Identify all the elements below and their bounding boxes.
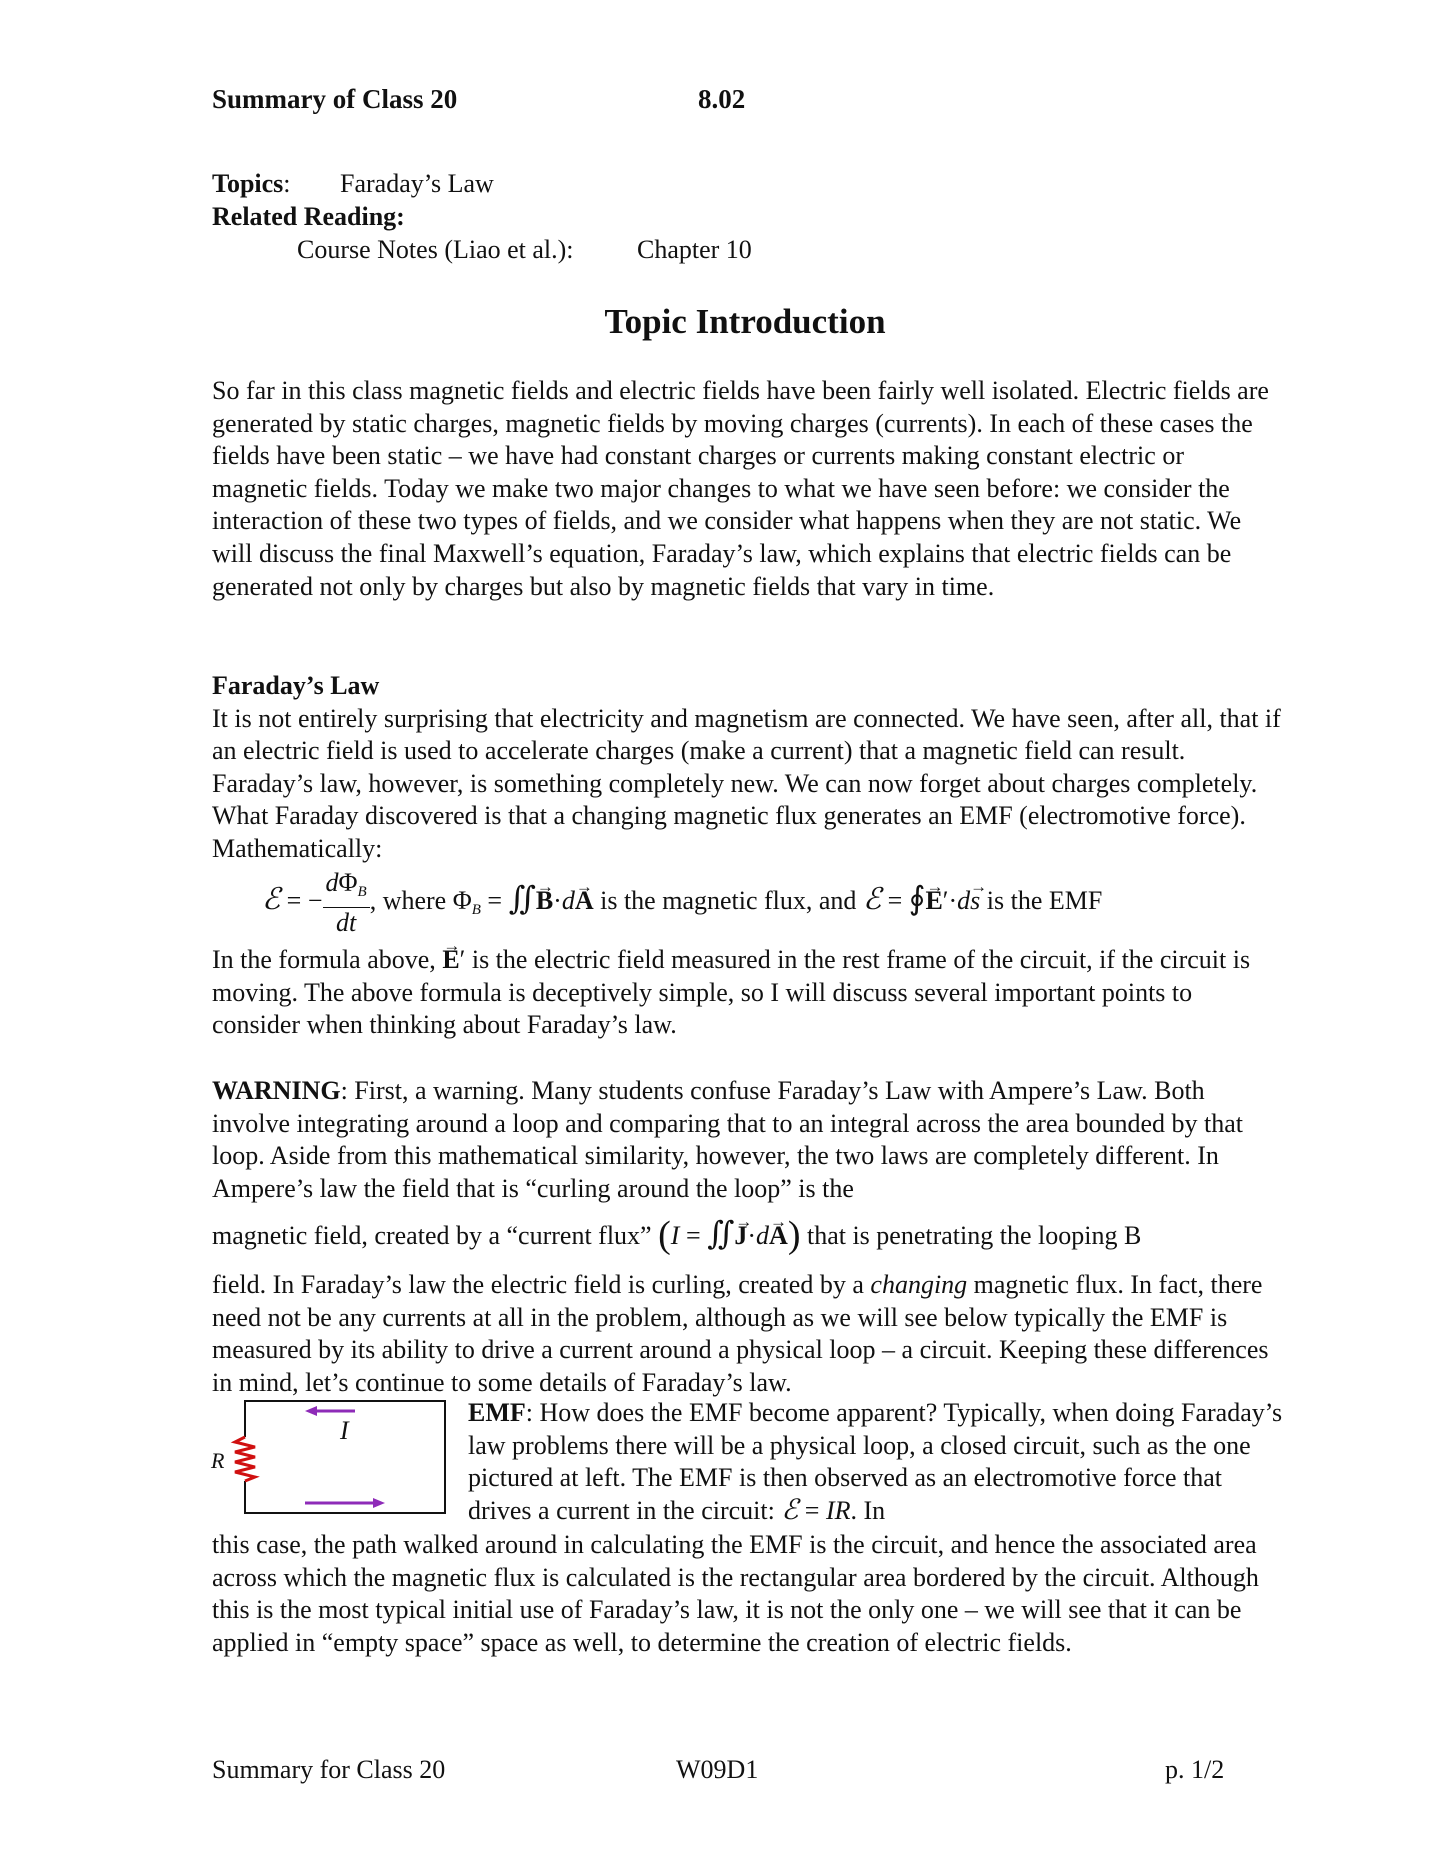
faraday-heading: Faraday’s Law <box>212 671 380 700</box>
topics-line: Topics: Faraday’s Law <box>212 168 291 201</box>
faraday-equation: ℰ = − $\frac{d\Phi_B}{dt}$ , where $\Phi_B$ = ∬→ B·d→ A is the magnetic flux, and ℰ = ∮→ E′·d→ s is the EMF <box>262 868 1102 938</box>
footer-page-number: p. 1/2 <box>1165 1755 1225 1784</box>
topics-label: Topics <box>212 169 284 198</box>
emf-eq-end: . In <box>850 1495 886 1525</box>
resistor-label: R <box>211 1448 225 1473</box>
emf-label: EMF <box>468 1398 526 1427</box>
current-arrow-bottom-head <box>373 1498 385 1508</box>
header-course: 8.02 <box>698 84 746 114</box>
warning-text-3b: magnetic flux. In fact, there need not be any currents at all in the problem, although as we will see below typically the EMF is measured by its ability to drive a current around a physical loop – a circuit. Keeping these differences in mind, let’s continue to some details of Faraday’s law. <box>212 1270 1269 1397</box>
after-prefix: In the formula above, <box>212 945 436 974</box>
current-label: I <box>340 1416 349 1445</box>
section-title: Topic Introduction <box>604 302 886 341</box>
warning-label: WARNING <box>212 1076 341 1105</box>
intro-text: So far in this class magnetic fields and electric fields have been fairly well isolated. Electric fields are generated by static charges, magnetic fields by moving charges (currents). In each of these cases the fields have been static – we have had constant charges or currents making constant electric or magnetic fields. Today we make two major changes to what we have seen before: we consider the interaction of these two types of fields, and we consider what happens when they are not static. We will discuss the final Maxwell’s equation, Faraday’s law, which explains that electric fields can be generated not only by charges but also by magnetic fields that vary in time. <box>212 376 1269 601</box>
after-equation-paragraph: In the formula above, → E′ is the electric field measured in the rest frame of the circuit, if the circuit is moving. The above formula is deceptively simple, so I will discuss several important points to consider when thinking about Faraday’s law. <box>212 944 1282 1042</box>
eq-flux-text: is the magnetic flux, and <box>600 885 857 915</box>
faraday-section <box>212 670 1282 866</box>
warning-text-2a: magnetic field, created by a “current flux” <box>212 1221 652 1250</box>
reading-source: Course Notes (Liao et al.): <box>297 235 574 264</box>
footer-center: W09D1 <box>676 1755 759 1784</box>
intro-paragraph <box>212 375 1282 603</box>
warning-emphasis: changing <box>870 1270 968 1299</box>
topics-value: Faraday’s Law <box>340 169 494 198</box>
emf-text-1: : How does the EMF become apparent? Typically, when doing Faraday’s law problems there will be a physical loop, a closed circuit, such as the one pictured at left. The EMF is then observed as an electromotive force that drives a current in the circuit: <box>468 1398 1283 1525</box>
after-rest: is the electric field measured in the rest frame of the circuit, if the circuit is moving. The above formula is deceptively simple, so I will discuss several important points to consider when thinking about Faraday’s law. <box>212 945 1251 1040</box>
footer-left: Summary for Class 20 <box>212 1755 446 1784</box>
warning-text-1: : First, a warning. Many students confuse Faraday’s Law with Ampere’s Law. Both involve integrating around a loop and comparing that to an integral across the area bounded by that loop. Aside from this mathematical similarity, however, the two laws are completely different. In Ampere’s law the field that is “curling around the loop” is the <box>212 1076 1244 1203</box>
warning-text-2b: that is penetrating the looping B <box>806 1221 1142 1250</box>
related-reading-label: Related Reading: <box>212 202 405 231</box>
warning-text-3a: field. In Faraday’s law the electric field is curling, created by a <box>212 1270 864 1299</box>
faraday-paragraph: It is not entirely surprising that electricity and magnetism are connected. We have seen, after all, that if an electric field is used to accelerate charges (make a current) that a magnetic field can result. Faraday’s law, however, is something completely new. We can now forget about charges completely. What Faraday discovered is that a changing magnetic flux generates an EMF (electromotive force). Mathematically: <box>212 703 1281 863</box>
eq-where-text: , where <box>369 885 447 915</box>
warning-paragraph <box>212 1075 1282 1205</box>
header-title: Summary of Class 20 <box>212 84 458 114</box>
emf-text-2: this case, the path walked around in calculating the EMF is the circuit, and hence the associated area across which the magnetic flux is calculated is the rectangular area bordered by the circuit. Although this is the most typical initial use of Faraday’s law, it is not the only one – we will see that it can be applied in “empty space” space as well, to determine the creation of electric fields. <box>212 1530 1259 1657</box>
flux-derivative-fraction: $\frac{d\Phi_B}{dt}$ <box>323 868 370 938</box>
emf-paragraph: EMF: How does the EMF become apparent? Typically, when doing Faraday’s law problems there will be a physical loop, a closed circuit, such as the one pictured at left. The EMF is then observed as an electromotive force that drives a current in the circuit: ℰ = IR. In <box>468 1398 1283 1526</box>
circuit-diagram <box>205 1393 455 1523</box>
warning-current-flux-line: magnetic field, created by a “current flux” (I = ∬→ J·d→ A) that is penetrating the looping B <box>212 1217 1141 1253</box>
eq-emf-text: is the EMF <box>986 885 1103 915</box>
emf-paragraph-cont <box>212 1529 1282 1659</box>
warning-paragraph-cont <box>212 1269 1282 1399</box>
reading-chapter: Chapter 10 <box>637 235 752 264</box>
current-arrow-top-head <box>305 1406 317 1416</box>
